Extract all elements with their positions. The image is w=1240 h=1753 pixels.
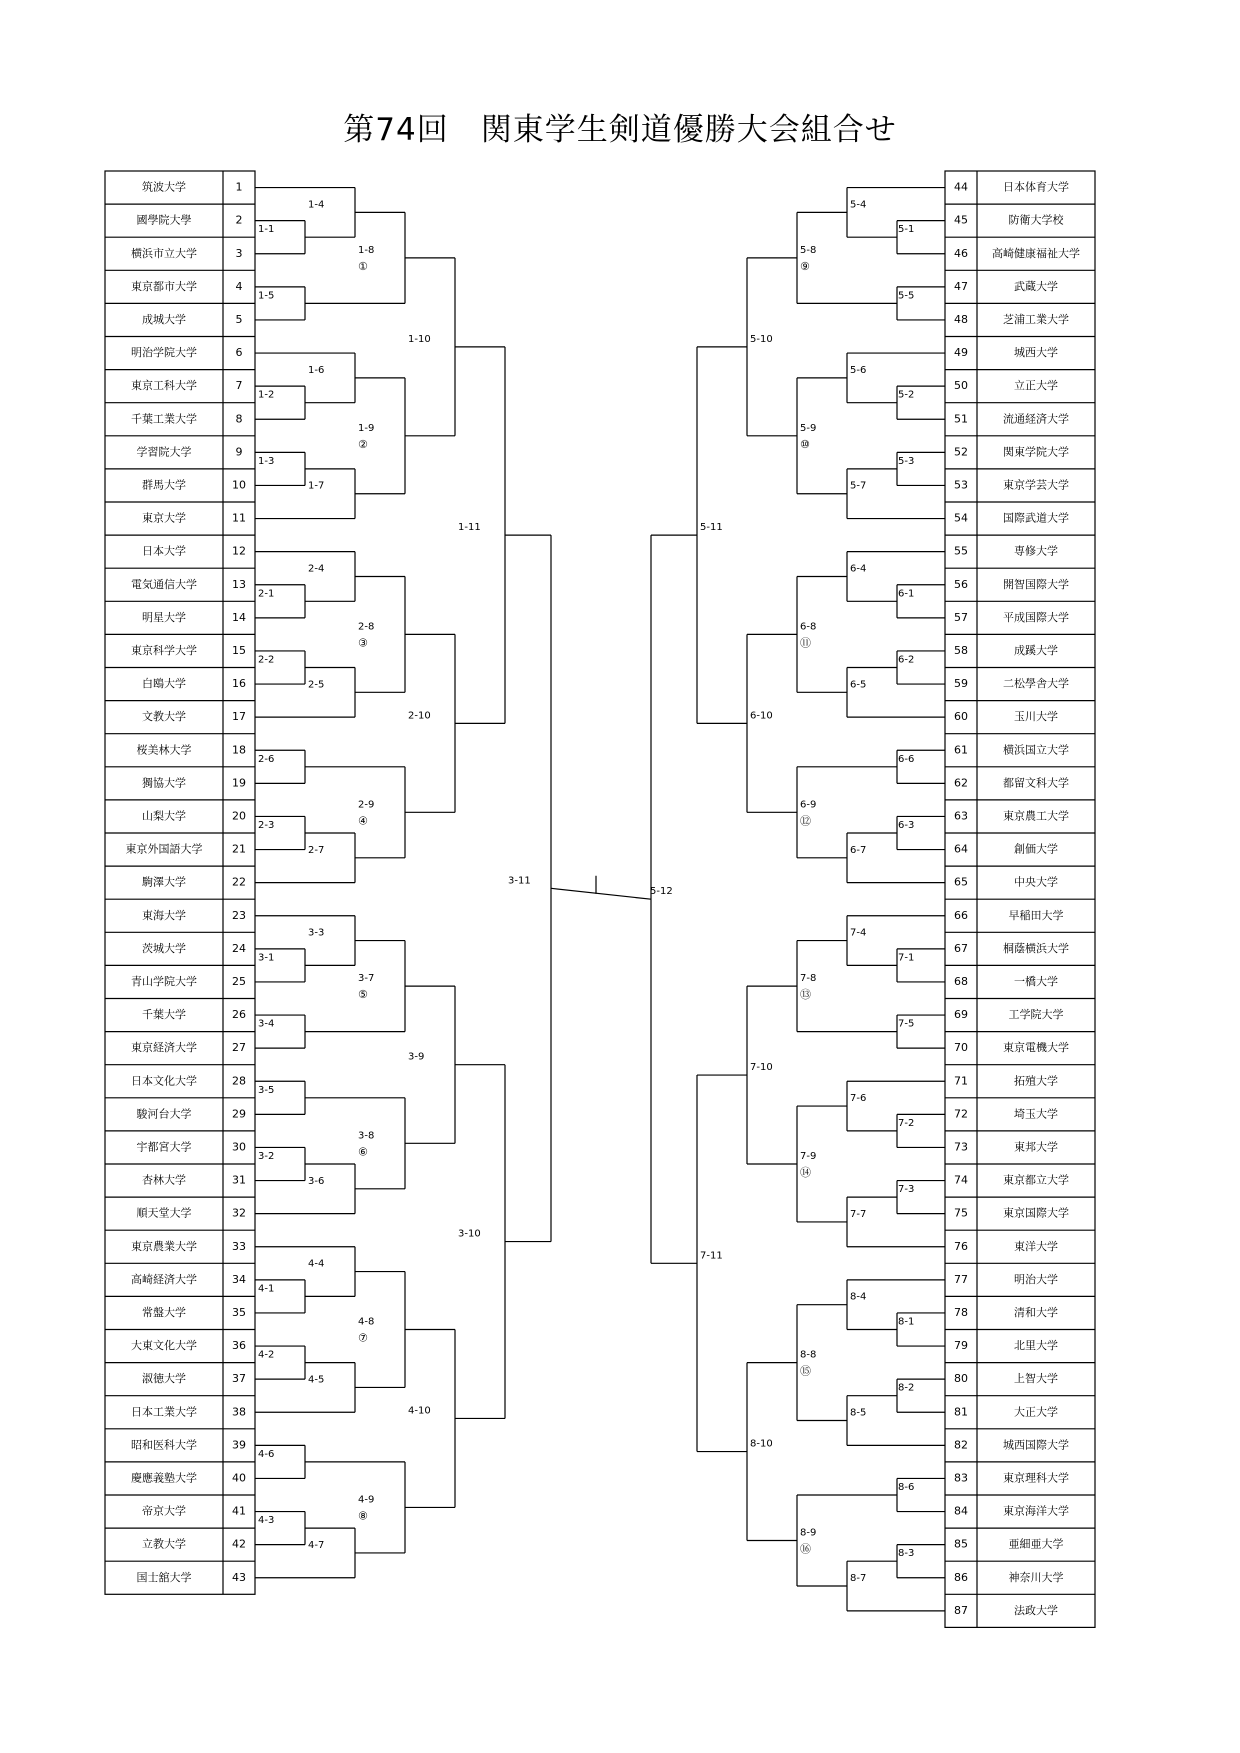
team-name: 流通経済大学 bbox=[1003, 412, 1069, 426]
team-seed: 60 bbox=[954, 710, 968, 724]
team-name: 芝浦工業大学 bbox=[1003, 312, 1069, 326]
team-name: 上智大学 bbox=[1014, 1372, 1058, 1386]
team-name: 筑波大学 bbox=[142, 180, 186, 194]
team-seed: 45 bbox=[954, 213, 968, 227]
team-seed: 59 bbox=[954, 677, 968, 691]
match-label: 3-2 bbox=[258, 1151, 275, 1162]
team-seed: 55 bbox=[954, 544, 968, 558]
match-label: 8-7 bbox=[850, 1573, 867, 1585]
match-seed-mark: ⑭ bbox=[800, 1166, 811, 1179]
match-seed-mark: ② bbox=[358, 437, 368, 451]
match-label: 6-9 bbox=[800, 799, 817, 811]
team-name: 東京電機大学 bbox=[1003, 1041, 1069, 1055]
team-name: 茨城大学 bbox=[142, 941, 186, 955]
team-seed: 68 bbox=[954, 974, 968, 988]
team-seed: 1 bbox=[235, 180, 243, 194]
match-label: 4-5 bbox=[308, 1374, 325, 1386]
match-label: 3-10 bbox=[458, 1228, 481, 1240]
team-name: 電気通信大学 bbox=[131, 577, 197, 591]
match-label: 2-9 bbox=[358, 799, 375, 811]
team-seed: 46 bbox=[954, 246, 968, 260]
page-title: 第74回 関東学生剣道優勝大会組合せ bbox=[343, 112, 897, 148]
team-seed: 41 bbox=[232, 1504, 246, 1518]
team-seed: 22 bbox=[232, 875, 246, 889]
team-seed: 52 bbox=[954, 445, 968, 459]
team-seed: 31 bbox=[232, 1173, 246, 1187]
team-seed: 77 bbox=[954, 1272, 968, 1286]
team-seed: 49 bbox=[954, 346, 968, 360]
team-seed: 27 bbox=[232, 1041, 246, 1055]
match-label: 8-4 bbox=[850, 1291, 867, 1303]
team-name: 杏林大学 bbox=[142, 1173, 186, 1187]
match-label: 1-6 bbox=[308, 364, 325, 376]
match-label: 7-9 bbox=[800, 1151, 817, 1162]
team-seed: 34 bbox=[232, 1272, 246, 1286]
team-seed: 50 bbox=[954, 379, 968, 393]
team-name: 宇都宮大学 bbox=[136, 1140, 192, 1154]
team-seed: 57 bbox=[954, 610, 968, 624]
team-name: 東京科学大学 bbox=[131, 643, 197, 657]
match-label: 5-6 bbox=[850, 364, 867, 376]
team-name: 高崎経済大学 bbox=[131, 1272, 197, 1286]
match-label: 1-9 bbox=[358, 422, 375, 434]
match-label: 1-7 bbox=[308, 480, 325, 492]
team-seed: 78 bbox=[954, 1305, 968, 1319]
team-seed: 29 bbox=[232, 1107, 246, 1121]
team-name: 東京海洋大学 bbox=[1003, 1504, 1069, 1518]
team-seed: 16 bbox=[232, 677, 246, 691]
team-seed: 6 bbox=[235, 346, 243, 360]
match-seed-mark: ⑬ bbox=[800, 988, 811, 1002]
team-name: 日本体育大学 bbox=[1003, 180, 1069, 194]
team-name: 獨協大学 bbox=[142, 776, 186, 790]
match-label: 3-9 bbox=[408, 1051, 425, 1063]
team-name: 成城大学 bbox=[142, 312, 186, 326]
match-seed-mark: ③ bbox=[358, 636, 368, 650]
match-label: 7-4 bbox=[850, 927, 867, 939]
match-label: 3-1 bbox=[258, 952, 275, 964]
team-name: 白鴎大学 bbox=[142, 677, 186, 691]
match-label: 8-10 bbox=[750, 1438, 773, 1450]
team-seed: 4 bbox=[235, 279, 243, 293]
team-name: 一橋大学 bbox=[1014, 974, 1058, 988]
team-name: 日本工業大学 bbox=[131, 1405, 197, 1419]
team-seed: 81 bbox=[954, 1405, 968, 1419]
team-name: 武蔵大学 bbox=[1014, 279, 1058, 293]
team-name: 桐蔭横浜大学 bbox=[1003, 941, 1069, 955]
team-seed: 3 bbox=[235, 246, 243, 260]
team-seed: 32 bbox=[232, 1206, 246, 1220]
match-label: 7-7 bbox=[850, 1208, 867, 1220]
match-label: 5-4 bbox=[850, 199, 867, 211]
match-label: 3-3 bbox=[308, 927, 325, 939]
team-seed: 62 bbox=[954, 776, 968, 790]
match-label: 5-2 bbox=[898, 389, 915, 401]
team-seed: 47 bbox=[954, 279, 968, 293]
team-seed: 66 bbox=[954, 908, 968, 922]
match-seed-mark: ⑦ bbox=[358, 1331, 368, 1345]
team-name: 群馬大学 bbox=[142, 478, 186, 492]
match-seed-mark: ⑥ bbox=[358, 1145, 368, 1159]
match-label: 4-3 bbox=[258, 1515, 275, 1527]
team-seed: 13 bbox=[232, 577, 246, 591]
team-seed: 12 bbox=[232, 544, 246, 558]
team-seed: 25 bbox=[232, 974, 246, 988]
team-name: 城西国際大学 bbox=[1003, 1438, 1069, 1452]
match-seed-mark: ⑩ bbox=[800, 437, 810, 451]
team-seed: 61 bbox=[954, 743, 968, 757]
team-seed: 69 bbox=[954, 1008, 968, 1022]
team-name: 立教大学 bbox=[142, 1537, 186, 1551]
match-label: 4-10 bbox=[408, 1405, 431, 1417]
match-label: 7-5 bbox=[898, 1018, 915, 1030]
match-label: 2-2 bbox=[258, 654, 275, 666]
match-label: 6-4 bbox=[850, 563, 867, 575]
match-label: 2-10 bbox=[408, 710, 431, 722]
match-label: 6-6 bbox=[898, 753, 915, 765]
match-label: 6-5 bbox=[850, 679, 867, 691]
team-seed: 85 bbox=[954, 1537, 968, 1551]
match-label: 5-3 bbox=[898, 455, 915, 467]
team-name: 関東学院大学 bbox=[1003, 445, 1069, 459]
team-name: 神奈川大学 bbox=[1008, 1570, 1064, 1584]
team-name: 東洋大学 bbox=[1014, 1239, 1058, 1253]
team-seed: 56 bbox=[954, 577, 968, 591]
team-name: 東京国際大学 bbox=[1003, 1206, 1069, 1220]
team-name: 早稲田大学 bbox=[1008, 908, 1064, 922]
team-seed: 24 bbox=[232, 941, 246, 955]
team-seed: 33 bbox=[232, 1239, 246, 1253]
team-name: 二松學舎大学 bbox=[1003, 677, 1069, 691]
match-label: 6-7 bbox=[850, 844, 867, 856]
team-seed: 39 bbox=[232, 1438, 246, 1452]
team-seed: 38 bbox=[232, 1405, 246, 1419]
match-label: 1-5 bbox=[258, 290, 275, 302]
team-seed: 51 bbox=[954, 412, 968, 426]
team-name: 高崎健康福祉大学 bbox=[992, 246, 1080, 260]
match-label: 1-3 bbox=[258, 455, 275, 467]
team-name: 駒澤大学 bbox=[142, 875, 186, 889]
team-seed: 30 bbox=[232, 1140, 246, 1154]
team-name: 横浜市立大学 bbox=[131, 246, 197, 260]
match-label: 4-1 bbox=[258, 1283, 275, 1295]
team-name: 大東文化大学 bbox=[131, 1339, 197, 1353]
match-seed-mark: ⑤ bbox=[358, 988, 368, 1002]
team-name: 国際武道大学 bbox=[1003, 511, 1069, 525]
match-seed-mark: ⑫ bbox=[800, 814, 811, 828]
match-label: 2-1 bbox=[258, 588, 275, 600]
team-seed: 43 bbox=[232, 1570, 246, 1584]
team-name: 開智国際大学 bbox=[1003, 577, 1069, 591]
team-seed: 73 bbox=[954, 1140, 968, 1154]
team-seed: 63 bbox=[954, 809, 968, 823]
team-seed: 53 bbox=[954, 478, 968, 492]
team-seed: 11 bbox=[232, 511, 246, 525]
team-name: 東京農工大学 bbox=[1003, 809, 1069, 823]
match-label: 2-8 bbox=[358, 621, 375, 633]
match-label: 3-5 bbox=[258, 1084, 275, 1096]
team-seed: 44 bbox=[954, 180, 968, 194]
match-label: 5-9 bbox=[800, 422, 817, 434]
match-label: 5-7 bbox=[850, 480, 867, 492]
match-label: 3-7 bbox=[358, 973, 375, 985]
match-label: 1-11 bbox=[458, 522, 481, 534]
team-name: 東邦大学 bbox=[1014, 1140, 1058, 1154]
team-seed: 9 bbox=[235, 445, 243, 459]
match-label: 8-1 bbox=[898, 1316, 915, 1328]
match-label: 6-3 bbox=[898, 820, 915, 831]
team-seed: 28 bbox=[232, 1074, 246, 1088]
team-seed: 82 bbox=[954, 1438, 968, 1452]
team-name: 常盤大学 bbox=[142, 1305, 186, 1319]
match-label: 8-8 bbox=[800, 1349, 817, 1361]
team-name: 文教大学 bbox=[142, 710, 186, 724]
team-seed: 70 bbox=[954, 1041, 968, 1055]
team-name: 立正大学 bbox=[1014, 379, 1058, 393]
team-name: 東海大学 bbox=[142, 908, 186, 922]
match-label: 1-2 bbox=[258, 389, 275, 401]
team-seed: 10 bbox=[232, 478, 246, 492]
team-name: 東京外国語大学 bbox=[125, 842, 203, 856]
match-label: 3-11 bbox=[508, 875, 531, 887]
match-label: 7-11 bbox=[700, 1250, 723, 1262]
team-seed: 71 bbox=[954, 1074, 968, 1088]
match-label: 7-1 bbox=[898, 952, 915, 964]
team-seed: 42 bbox=[232, 1537, 246, 1551]
team-name: 埼玉大学 bbox=[1014, 1107, 1058, 1121]
team-name: 明治学院大学 bbox=[131, 346, 197, 360]
team-name: 横浜国立大学 bbox=[1003, 743, 1069, 757]
match-label: 5-12 bbox=[650, 886, 673, 898]
match-label: 6-1 bbox=[898, 588, 915, 600]
team-seed: 17 bbox=[232, 710, 246, 724]
team-name: 大正大学 bbox=[1014, 1405, 1058, 1419]
team-seed: 79 bbox=[954, 1339, 968, 1353]
team-seed: 19 bbox=[232, 776, 246, 790]
team-name: 東京農業大学 bbox=[131, 1239, 197, 1253]
team-name: 山梨大学 bbox=[142, 809, 186, 823]
match-label: 1-10 bbox=[408, 333, 431, 345]
match-label: 4-7 bbox=[308, 1539, 325, 1551]
team-name: 淑徳大学 bbox=[142, 1372, 186, 1386]
team-name: 防衛大学校 bbox=[1008, 213, 1064, 227]
team-seed: 36 bbox=[232, 1339, 246, 1353]
match-label: 4-6 bbox=[258, 1448, 275, 1460]
match-label: 3-4 bbox=[258, 1018, 275, 1030]
team-name: 千葉工業大学 bbox=[131, 412, 197, 426]
match-label: 7-2 bbox=[898, 1117, 915, 1129]
team-seed: 7 bbox=[235, 379, 243, 393]
match-seed-mark: ⑨ bbox=[800, 259, 810, 273]
team-name: 城西大学 bbox=[1014, 346, 1058, 360]
match-label: 8-3 bbox=[898, 1548, 915, 1560]
team-seed: 72 bbox=[954, 1107, 968, 1121]
team-name: 駿河台大学 bbox=[136, 1107, 192, 1121]
match-label: 7-3 bbox=[898, 1184, 915, 1196]
match-label: 3-6 bbox=[308, 1175, 325, 1187]
team-name: 創価大学 bbox=[1014, 842, 1058, 856]
team-name: 東京学芸大学 bbox=[1003, 478, 1069, 492]
team-seed: 87 bbox=[954, 1603, 968, 1617]
team-seed: 80 bbox=[954, 1372, 968, 1386]
team-name: 中央大学 bbox=[1014, 875, 1058, 889]
team-name: 都留文科大学 bbox=[1003, 776, 1069, 790]
match-label: 2-5 bbox=[308, 679, 325, 691]
match-seed-mark: ⑮ bbox=[800, 1364, 811, 1378]
team-seed: 2 bbox=[235, 213, 243, 227]
match-seed-mark: ⑯ bbox=[800, 1542, 811, 1556]
team-seed: 67 bbox=[954, 941, 968, 955]
team-name: 法政大学 bbox=[1014, 1603, 1058, 1617]
team-name: 成蹊大学 bbox=[1014, 643, 1058, 657]
match-label: 1-4 bbox=[308, 199, 325, 211]
team-name: 亜細亜大学 bbox=[1008, 1537, 1064, 1551]
match-label: 4-8 bbox=[358, 1316, 375, 1328]
team-name: 日本文化大学 bbox=[131, 1074, 197, 1088]
team-seed: 37 bbox=[232, 1372, 246, 1386]
team-seed: 21 bbox=[232, 842, 246, 856]
match-label: 1-1 bbox=[258, 224, 275, 236]
match-label: 5-1 bbox=[898, 224, 915, 236]
team-name: 桜美林大学 bbox=[136, 743, 192, 757]
team-seed: 40 bbox=[232, 1471, 246, 1485]
match-label: 2-4 bbox=[308, 563, 325, 575]
team-seed: 14 bbox=[232, 610, 246, 624]
team-name: 東京理科大学 bbox=[1003, 1471, 1069, 1485]
match-label: 5-11 bbox=[700, 522, 723, 534]
match-label: 8-6 bbox=[898, 1482, 915, 1493]
match-label: 4-9 bbox=[358, 1494, 375, 1506]
team-seed: 35 bbox=[232, 1305, 246, 1319]
match-label: 2-6 bbox=[258, 753, 275, 765]
match-label: 2-3 bbox=[258, 820, 275, 831]
team-seed: 65 bbox=[954, 875, 968, 889]
team-seed: 75 bbox=[954, 1206, 968, 1220]
match-label: 6-8 bbox=[800, 621, 817, 633]
team-seed: 76 bbox=[954, 1239, 968, 1253]
team-name: 北里大学 bbox=[1014, 1339, 1058, 1353]
team-name: 専修大学 bbox=[1014, 544, 1058, 558]
match-label: 5-5 bbox=[898, 290, 915, 302]
team-name: 平成国際大学 bbox=[1003, 610, 1069, 624]
team-name: 國學院大學 bbox=[136, 213, 192, 227]
team-name: 東京都市大学 bbox=[131, 279, 197, 293]
match-seed-mark: ④ bbox=[358, 814, 368, 828]
match-label: 3-8 bbox=[358, 1130, 375, 1142]
team-seed: 5 bbox=[235, 312, 243, 326]
team-name: 日本大学 bbox=[142, 544, 186, 558]
match-label: 8-9 bbox=[800, 1527, 817, 1539]
team-name: 玉川大学 bbox=[1014, 710, 1058, 724]
match-label: 7-6 bbox=[850, 1093, 867, 1105]
team-seed: 64 bbox=[954, 842, 968, 856]
match-label: 2-7 bbox=[308, 844, 325, 856]
match-seed-mark: ⑪ bbox=[800, 636, 811, 650]
team-name: 東京都立大学 bbox=[1003, 1173, 1069, 1187]
match-label: 6-10 bbox=[750, 710, 773, 722]
team-seed: 8 bbox=[235, 412, 243, 426]
match-label: 6-2 bbox=[898, 654, 915, 666]
team-seed: 26 bbox=[232, 1008, 246, 1022]
team-name: 帝京大学 bbox=[142, 1504, 186, 1518]
team-seed: 86 bbox=[954, 1570, 968, 1584]
team-seed: 18 bbox=[232, 743, 246, 757]
team-name: 東京工科大学 bbox=[131, 379, 197, 393]
team-name: 東京大学 bbox=[142, 511, 186, 525]
team-seed: 15 bbox=[232, 643, 246, 657]
match-seed-mark: ① bbox=[358, 259, 368, 273]
team-name: 順天堂大学 bbox=[136, 1206, 192, 1220]
team-name: 昭和医科大学 bbox=[131, 1438, 197, 1452]
team-seed: 84 bbox=[954, 1504, 968, 1518]
match-seed-mark: ⑧ bbox=[358, 1509, 368, 1523]
match-label: 4-4 bbox=[308, 1258, 325, 1270]
team-name: 国士舘大学 bbox=[136, 1570, 192, 1584]
team-name: 工学院大学 bbox=[1008, 1008, 1064, 1022]
match-label: 8-5 bbox=[850, 1407, 867, 1419]
team-seed: 74 bbox=[954, 1173, 968, 1187]
team-name: 東京経済大学 bbox=[131, 1041, 197, 1055]
team-name: 拓殖大学 bbox=[1014, 1074, 1058, 1088]
match-label: 5-8 bbox=[800, 244, 817, 256]
team-seed: 54 bbox=[954, 511, 968, 525]
team-name: 青山学院大学 bbox=[131, 974, 197, 988]
team-name: 明星大学 bbox=[142, 610, 186, 624]
match-label: 5-10 bbox=[750, 333, 773, 345]
final-line bbox=[551, 888, 651, 899]
team-name: 明治大学 bbox=[1014, 1272, 1058, 1286]
team-name: 学習院大学 bbox=[136, 445, 192, 459]
team-seed: 48 bbox=[954, 312, 968, 326]
match-label: 7-8 bbox=[800, 973, 817, 985]
match-label: 4-2 bbox=[258, 1349, 275, 1361]
team-seed: 83 bbox=[954, 1471, 968, 1485]
team-seed: 23 bbox=[232, 908, 246, 922]
match-label: 1-8 bbox=[358, 244, 375, 256]
team-seed: 20 bbox=[232, 809, 246, 823]
team-name: 慶應義塾大学 bbox=[131, 1471, 197, 1485]
team-name: 清和大学 bbox=[1014, 1305, 1058, 1319]
team-name: 千葉大学 bbox=[142, 1008, 186, 1022]
match-label: 7-10 bbox=[750, 1062, 773, 1074]
team-seed: 58 bbox=[954, 643, 968, 657]
match-label: 8-2 bbox=[898, 1382, 915, 1394]
